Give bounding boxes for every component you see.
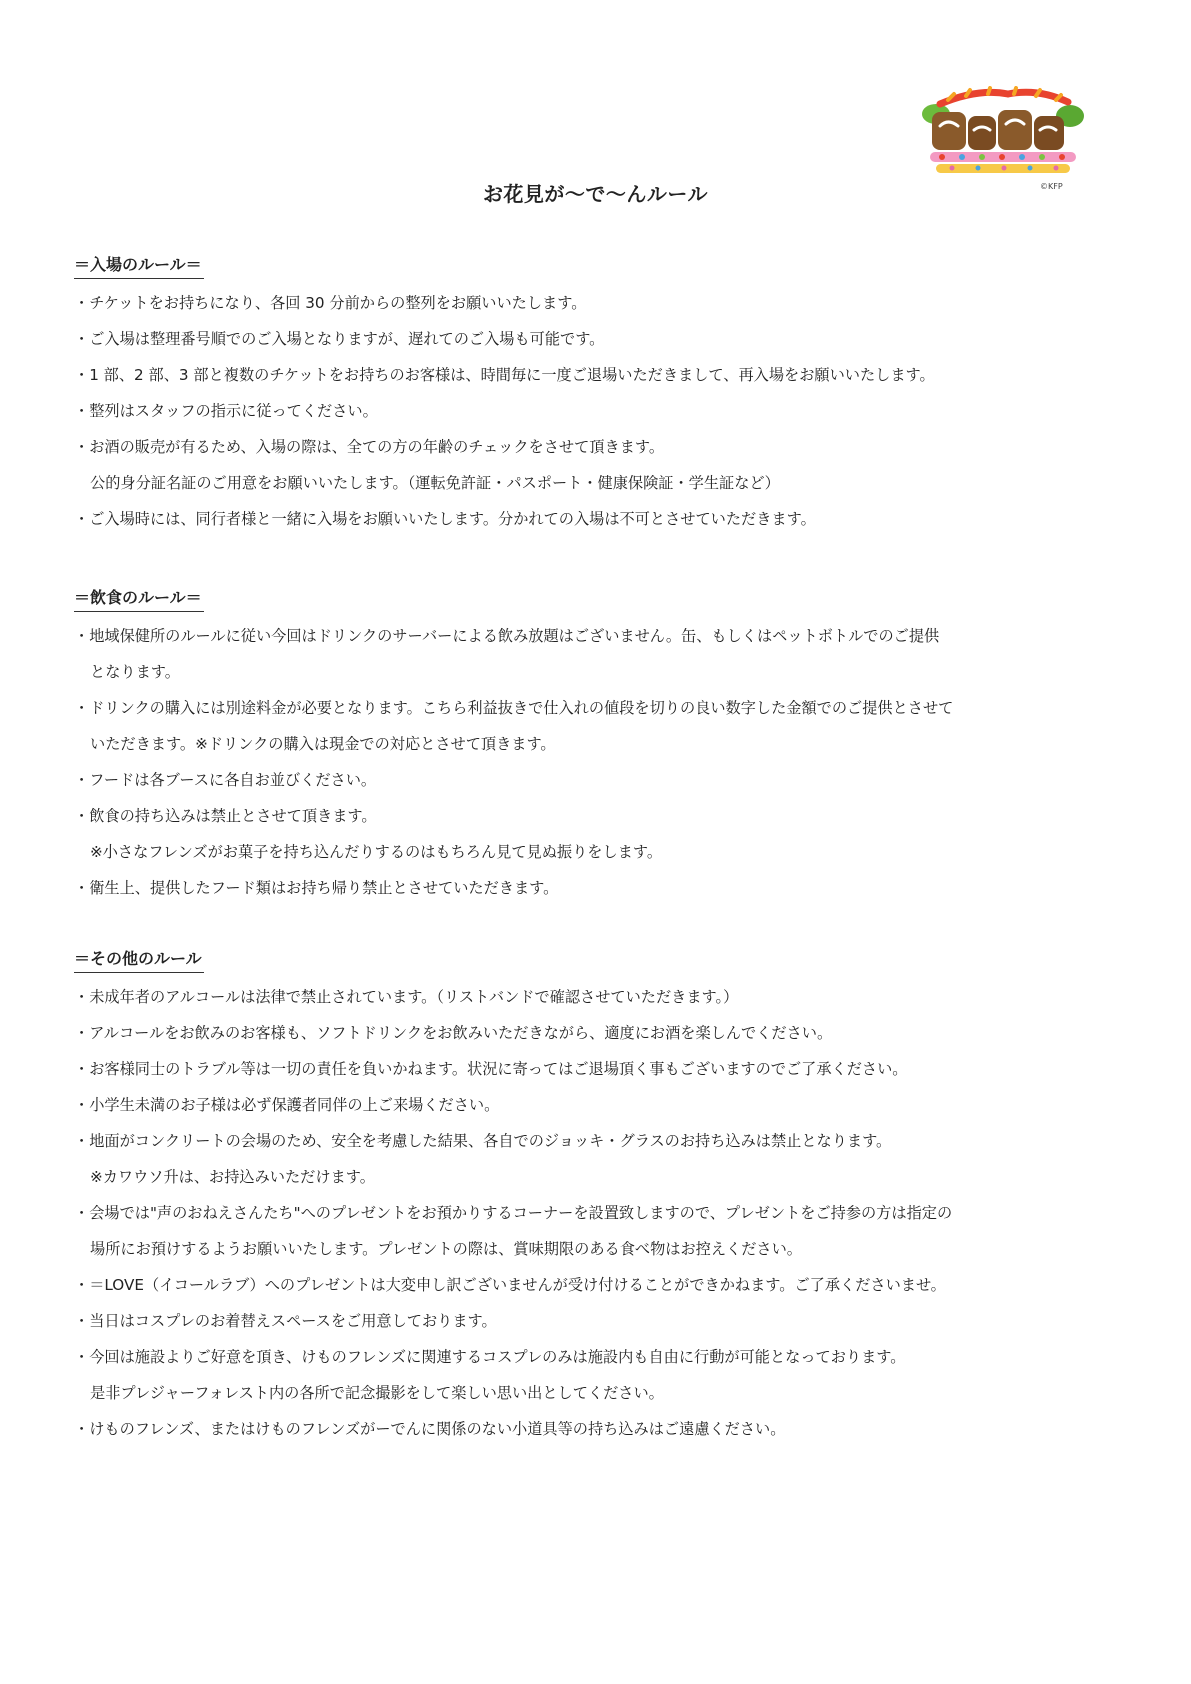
rule-item-continuation: となります。 <box>90 663 180 681</box>
rule-item: ・チケットをお持ちになり、各回 30 分前からの整列をお願いいたします。 <box>74 294 587 312</box>
rule-item: ・1 部、2 部、3 部と複数のチケットをお持ちのお客様は、時間毎に一度ご退場いただきまして、再入場をお願いいたします。 <box>74 366 935 384</box>
page-title: お花見が〜で〜んルール <box>482 182 709 206</box>
section-heading: ＝入場のルール＝ <box>74 254 204 279</box>
rule-item: ・未成年者のアルコールは法律で禁止されています。（リストバンドで確認させていただきます。） <box>74 988 739 1006</box>
rule-item: ・けものフレンズ、またはけものフレンズがーでんに関係のない小道具等の持ち込みはご遠慮ください。 <box>74 1420 786 1438</box>
event-logo-icon <box>918 86 1088 178</box>
section-entry-rules <box>74 254 1124 537</box>
copyright-label: ©KFP <box>1040 182 1063 191</box>
rule-list <box>74 618 1124 906</box>
rule-item: ・会場では"声のおねえさんたち"へのプレゼントをお預かりするコーナーを設置致しますので、プレゼントをご持参の方は指定の <box>74 1204 953 1222</box>
rule-item: ・アルコールをお飲みのお客様も、ソフトドリンクをお飲みいただきながら、適度にお酒を楽しんでください。 <box>74 1024 833 1042</box>
rule-item: ・当日はコスプレのお着替えスペースをご用意しております。 <box>74 1312 497 1330</box>
rule-item: ・地域保健所のルールに従い今回はドリンクのサーバーによる飲み放題はございません。缶、もしくはペットボトルでのご提供 <box>74 627 940 645</box>
rule-item-continuation: 公的身分証名証のご用意をお願いいたします。（運転免許証・パスポート・健康保険証・学生証など） <box>90 474 780 492</box>
rule-item-continuation: いただきます。※ドリンクの購入は現金での対応とさせて頂きます。 <box>90 735 556 753</box>
rule-item: ・今回は施設よりご好意を頂き、けものフレンズに関連するコスプレのみは施設内も自由に行動が可能となっております。 <box>74 1348 906 1366</box>
rule-item-continuation: 是非プレジャーフォレスト内の各所で記念撮影をして楽しい思い出としてください。 <box>90 1384 664 1402</box>
rule-item: ・地面がコンクリートの会場のため、安全を考慮した結果、各自でのジョッキ・グラスのお持ち込みは禁止となります。 <box>74 1132 892 1150</box>
rule-item: ・お客様同士のトラブル等は一切の責任を負いかねます。状況に寄ってはご退場頂く事もございますのでご了承ください。 <box>74 1060 908 1078</box>
section-other-rules <box>74 948 1124 1447</box>
rule-item: ・＝LOVE（イコールラブ）へのプレゼントは大変申し訳ございませんが受け付けることができかねます。ご了承くださいませ。 <box>74 1276 946 1294</box>
section-heading: ＝その他のルール <box>74 948 204 973</box>
rule-list <box>74 979 1124 1447</box>
rule-item-continuation: ※小さなフレンズがお菓子を持ち込んだりするのはもちろん見て見ぬ振りをします。 <box>90 843 663 861</box>
rule-item: ・お酒の販売が有るため、入場の際は、全ての方の年齢のチェックをさせて頂きます。 <box>74 438 665 456</box>
rule-item: ・ご入場は整理番号順でのご入場となりますが、遅れてのご入場も可能です。 <box>74 330 605 348</box>
rule-item-continuation: 場所にお預けするようお願いいたします。プレゼントの際は、賞味期限のある食べ物はお控えください。 <box>90 1240 802 1258</box>
rule-item: ・ご入場時には、同行者様と一緒に入場をお願いいたします。分かれての入場は不可とさせていただきます。 <box>74 510 816 528</box>
rule-item: ・飲食の持ち込みは禁止とさせて頂きます。 <box>74 807 377 825</box>
rule-list <box>74 285 1124 537</box>
rule-item-continuation: ※カワウソ升は、お持込みいただけます。 <box>90 1168 375 1186</box>
rule-item: ・小学生未満のお子様は必ず保護者同伴の上ご来場ください。 <box>74 1096 500 1114</box>
rule-item: ・整列はスタッフの指示に従ってください。 <box>74 402 378 420</box>
rule-item: ・ドリンクの購入には別途料金が必要となります。こちら利益抜きで仕入れの値段を切りの良い数字した金額でのご提供とさせて <box>74 699 954 717</box>
section-food-rules <box>74 587 1124 906</box>
rule-item: ・衛生上、提供したフード類はお持ち帰り禁止とさせていただきます。 <box>74 879 559 897</box>
rule-item: ・フードは各ブースに各自お並びください。 <box>74 771 377 789</box>
section-heading: ＝飲食のルール＝ <box>74 587 204 612</box>
